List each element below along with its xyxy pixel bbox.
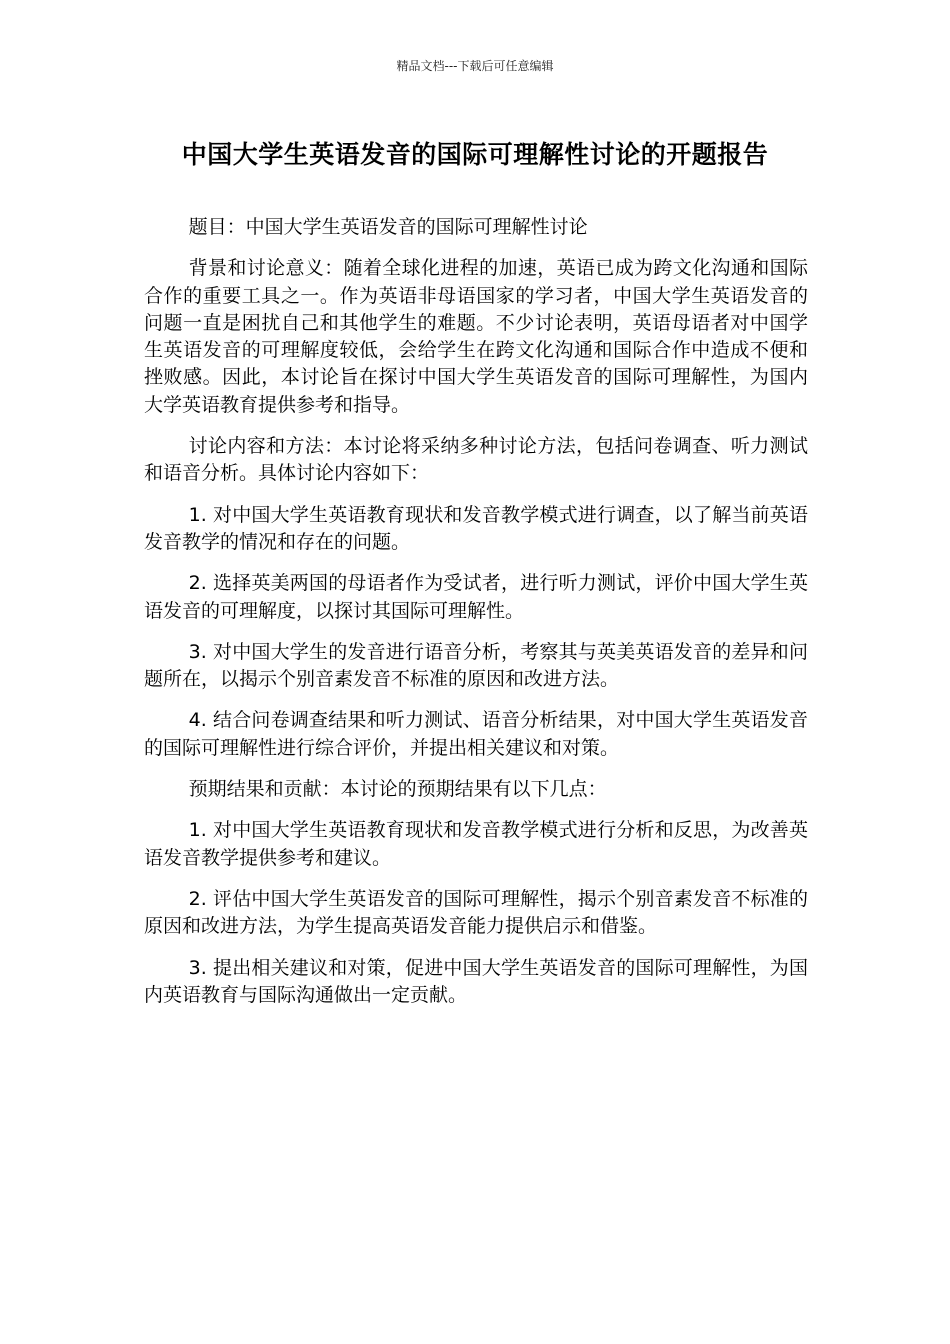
paragraph-content-item-1: 1. 对中国大学生英语教育现状和发音教学模式进行调查，以了解当前英语发音教学的情况和存在的问题。	[144, 503, 808, 553]
paragraph-content-method: 讨论内容和方法：本讨论将采纳多种讨论方法，包括问卷调查、听力测试和语音分析。具体讨论内容如下：	[144, 435, 808, 485]
header-note: 精品文档---下载后可任意编辑	[396, 59, 554, 73]
paragraph-result-item-3: 3. 提出相关建议和对策，促进中国大学生英语发音的国际可理解性，为国内英语教育与国际沟通做出一定贡献。	[144, 956, 808, 1006]
paragraph-content-item-3: 3. 对中国大学生的发音进行语音分析，考察其与英美英语发音的差异和问题所在，以揭示个别音素发音不标准的原因和改进方法。	[144, 640, 808, 691]
paragraph-expected-results: 预期结果和贡献：本讨论的预期结果有以下几点：	[188, 778, 607, 801]
paragraph-result-item-1: 1. 对中国大学生英语教育现状和发音教学模式进行分析和反思，为改善英语发音教学提供参考和建议。	[144, 819, 808, 869]
paragraph-background: 背景和讨论意义：随着全球化进程的加速，英语已成为跨文化沟通和国际合作的重要工具之一。作为英语非母语国家的学习者，中国大学生英语发音的问题一直是困扰自己和其他学生的难题。不少讨论表明，英语母语者对中国学生英语发音的可理解度较低，会给学生在跨文化沟通和国际合作中造成不便和挫败感。因此，本讨论旨在探讨中国大学生英语发音的国际可理解性，为国内大学英语教育提供参考和指导。	[144, 257, 808, 416]
document-title: 中国大学生英语发音的国际可理解性讨论的开题报告	[181, 140, 769, 169]
paragraph-content-item-2: 2. 选择英美两国的母语者作为受试者，进行听力测试，评价中国大学生英语发音的可理解度，以探讨其国际可理解性。	[144, 572, 808, 622]
paragraph-result-item-2: 2. 评估中国大学生英语发音的国际可理解性，揭示个别音素发音不标准的原因和改进方法，为学生提高英语发音能力提供启示和借鉴。	[144, 887, 808, 938]
paragraph-topic: 题目：中国大学生英语发音的国际可理解性讨论	[188, 216, 588, 238]
document-body	[144, 214, 808, 1023]
paragraph-content-item-4: 4. 结合问卷调查结果和听力测试、语音分析结果，对中国大学生英语发音的国际可理解性进行综合评价，并提出相关建议和对策。	[144, 709, 808, 759]
